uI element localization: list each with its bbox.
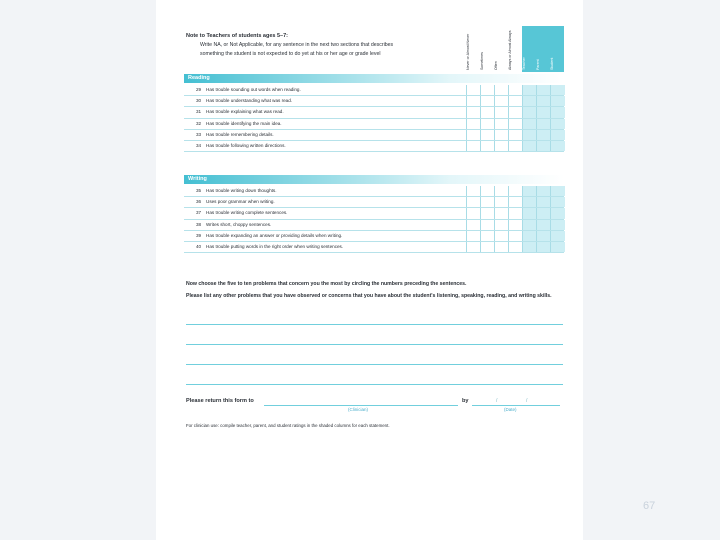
rating-cell[interactable] xyxy=(522,242,537,252)
rating-cell[interactable] xyxy=(536,130,551,140)
column-header: Often xyxy=(494,61,498,70)
checklist-row: 39 Has trouble expanding an answer or providing details when writing. xyxy=(184,231,564,242)
rating-cell[interactable] xyxy=(508,197,523,207)
circle-instructions: Now choose the five to ten problems that concern you the most by circling the numbers preceding the sentences. xyxy=(186,281,467,287)
note-line-1: Write NA, or Not Applicable, for any sentence in the next two sections that describes xyxy=(200,42,394,48)
rating-cell[interactable] xyxy=(494,197,509,207)
write-in-line[interactable] xyxy=(186,344,563,345)
rating-cell[interactable] xyxy=(550,186,565,196)
clinician-footnote: For clinician use: compile teacher, parent, and student ratings in the shaded columns for each statement. xyxy=(186,423,390,428)
rating-cell[interactable] xyxy=(550,231,565,241)
note-line-2: something the student is not expected to do yet at his or her age or grade level xyxy=(200,51,381,57)
rating-cell[interactable] xyxy=(494,208,509,218)
rating-cell[interactable] xyxy=(480,85,495,95)
checklist-row: 33 Has trouble remembering details. xyxy=(184,130,564,141)
date-separator: / xyxy=(496,398,498,404)
date-caption: (Date) xyxy=(504,407,517,412)
checklist-row: 31 Has trouble explaining what was read. xyxy=(184,107,564,118)
writing-title: Writing xyxy=(188,176,207,182)
rating-cell[interactable] xyxy=(494,242,509,252)
write-in-line[interactable] xyxy=(186,384,563,385)
list-instructions: Please list any other problems that you have observed or concerns that you have about the student's listening, speaking, reading, and writing skills. xyxy=(186,293,552,299)
rating-cell[interactable] xyxy=(508,231,523,241)
rating-cell[interactable] xyxy=(480,242,495,252)
rating-cell[interactable] xyxy=(550,85,565,95)
rating-cell[interactable] xyxy=(480,130,495,140)
by-label: by xyxy=(462,398,469,404)
rating-cell[interactable] xyxy=(494,141,509,151)
rating-cell[interactable] xyxy=(550,96,565,106)
note-title: Note to Teachers of students ages 5–7: xyxy=(186,33,288,39)
rating-cell[interactable] xyxy=(508,242,523,252)
rating-cell[interactable] xyxy=(508,220,523,230)
checklist-row: 38 Writes short, choppy sentences. xyxy=(184,220,564,231)
checklist-row: 36 Uses poor grammar when writing. xyxy=(184,197,564,208)
rating-cell[interactable] xyxy=(536,231,551,241)
column-header: Parent xyxy=(536,26,550,72)
write-in-line[interactable] xyxy=(186,324,563,325)
rating-cell[interactable] xyxy=(536,242,551,252)
rating-cell[interactable] xyxy=(536,197,551,207)
rating-cell[interactable] xyxy=(480,107,495,117)
rating-cell[interactable] xyxy=(466,208,481,218)
rating-cell[interactable] xyxy=(522,96,537,106)
rating-cell[interactable] xyxy=(550,208,565,218)
rating-cell[interactable] xyxy=(522,85,537,95)
rating-cell[interactable] xyxy=(536,96,551,106)
rating-cell[interactable] xyxy=(508,107,523,117)
rating-cell[interactable] xyxy=(494,186,509,196)
rating-cell[interactable] xyxy=(494,85,509,95)
rating-cell[interactable] xyxy=(522,141,537,151)
date-separator: / xyxy=(526,398,528,404)
rating-cell[interactable] xyxy=(522,130,537,140)
rating-cell[interactable] xyxy=(522,186,537,196)
rating-cell[interactable] xyxy=(508,85,523,95)
rating-cell[interactable] xyxy=(550,130,565,140)
rating-cell[interactable] xyxy=(508,96,523,106)
writing-items xyxy=(184,186,564,253)
rating-cell[interactable] xyxy=(466,119,481,129)
rating-cell[interactable] xyxy=(480,141,495,151)
column-header: Student xyxy=(550,26,564,72)
rating-cell[interactable] xyxy=(480,197,495,207)
checklist-row: 30 Has trouble understanding what was read. xyxy=(184,96,564,107)
rating-cell[interactable] xyxy=(494,130,509,140)
rating-cell[interactable] xyxy=(480,96,495,106)
rating-cell[interactable] xyxy=(508,208,523,218)
rating-cell[interactable] xyxy=(536,186,551,196)
rating-cell[interactable] xyxy=(480,208,495,218)
checklist-row: 32 Has trouble identifying the main idea. xyxy=(184,119,564,130)
column-header: Teacher xyxy=(522,26,536,72)
date-line[interactable] xyxy=(472,405,560,406)
rating-cell[interactable] xyxy=(550,119,565,129)
rating-cell[interactable] xyxy=(508,130,523,140)
rating-cell[interactable] xyxy=(494,96,509,106)
rating-cell[interactable] xyxy=(466,186,481,196)
rating-cell[interactable] xyxy=(536,141,551,151)
rating-cell[interactable] xyxy=(508,119,523,129)
rating-cell[interactable] xyxy=(522,220,537,230)
rating-cell[interactable] xyxy=(536,107,551,117)
rating-column-headers xyxy=(466,26,564,72)
clinician-caption: (Clinician) xyxy=(348,407,369,412)
rating-cell[interactable] xyxy=(522,231,537,241)
checklist-row: 34 Has trouble following written directions. xyxy=(184,141,564,152)
rating-cell[interactable] xyxy=(522,119,537,129)
rating-cell[interactable] xyxy=(522,197,537,207)
column-header: Never or Almost Never xyxy=(466,33,470,70)
return-form-label: Please return this form to xyxy=(186,398,254,404)
rating-cell[interactable] xyxy=(480,186,495,196)
rating-cell[interactable] xyxy=(466,242,481,252)
rating-cell[interactable] xyxy=(466,197,481,207)
checklist-row: 35 Has trouble writing down thoughts. xyxy=(184,186,564,197)
reading-section-header xyxy=(184,74,564,83)
rating-cell[interactable] xyxy=(466,231,481,241)
rating-cell[interactable] xyxy=(466,85,481,95)
rating-cell[interactable] xyxy=(550,242,565,252)
teacher-note xyxy=(186,32,466,59)
rating-cell[interactable] xyxy=(508,186,523,196)
rating-cell[interactable] xyxy=(466,107,481,117)
rating-cell[interactable] xyxy=(536,85,551,95)
rating-cell[interactable] xyxy=(550,141,565,151)
slide-page-number: 67 xyxy=(643,500,656,512)
rating-cell[interactable] xyxy=(536,119,551,129)
column-header: Sometimes xyxy=(480,52,484,70)
rating-cell[interactable] xyxy=(494,220,509,230)
rating-cell[interactable] xyxy=(508,141,523,151)
rating-cell[interactable] xyxy=(480,220,495,230)
reading-title: Reading xyxy=(188,75,210,81)
checklist-row: 40 Has trouble putting words in the right order when writing sentences. xyxy=(184,242,564,253)
checklist-row: 29 Has trouble sounding out words when reading. xyxy=(184,85,564,96)
rating-cell[interactable] xyxy=(522,107,537,117)
rating-cell[interactable] xyxy=(550,220,565,230)
rating-cell[interactable] xyxy=(536,208,551,218)
rating-cell[interactable] xyxy=(550,197,565,207)
rating-cell[interactable] xyxy=(466,130,481,140)
rating-cell[interactable] xyxy=(522,208,537,218)
rating-cell[interactable] xyxy=(494,119,509,129)
writing-section-header xyxy=(184,175,564,184)
rating-cell[interactable] xyxy=(480,231,495,241)
rating-cell[interactable] xyxy=(494,231,509,241)
rating-cell[interactable] xyxy=(550,107,565,117)
rating-cell[interactable] xyxy=(480,119,495,129)
checklist-row: 37 Has trouble writing complete sentences. xyxy=(184,208,564,219)
rating-cell[interactable] xyxy=(536,220,551,230)
rating-cell[interactable] xyxy=(494,107,509,117)
reading-items xyxy=(184,85,564,152)
write-in-line[interactable] xyxy=(186,364,563,365)
rating-cell[interactable] xyxy=(466,220,481,230)
clinician-line[interactable] xyxy=(264,405,458,406)
rating-cell[interactable] xyxy=(466,141,481,151)
rating-cell[interactable] xyxy=(466,96,481,106)
column-header: Always or Almost Always xyxy=(508,30,512,70)
